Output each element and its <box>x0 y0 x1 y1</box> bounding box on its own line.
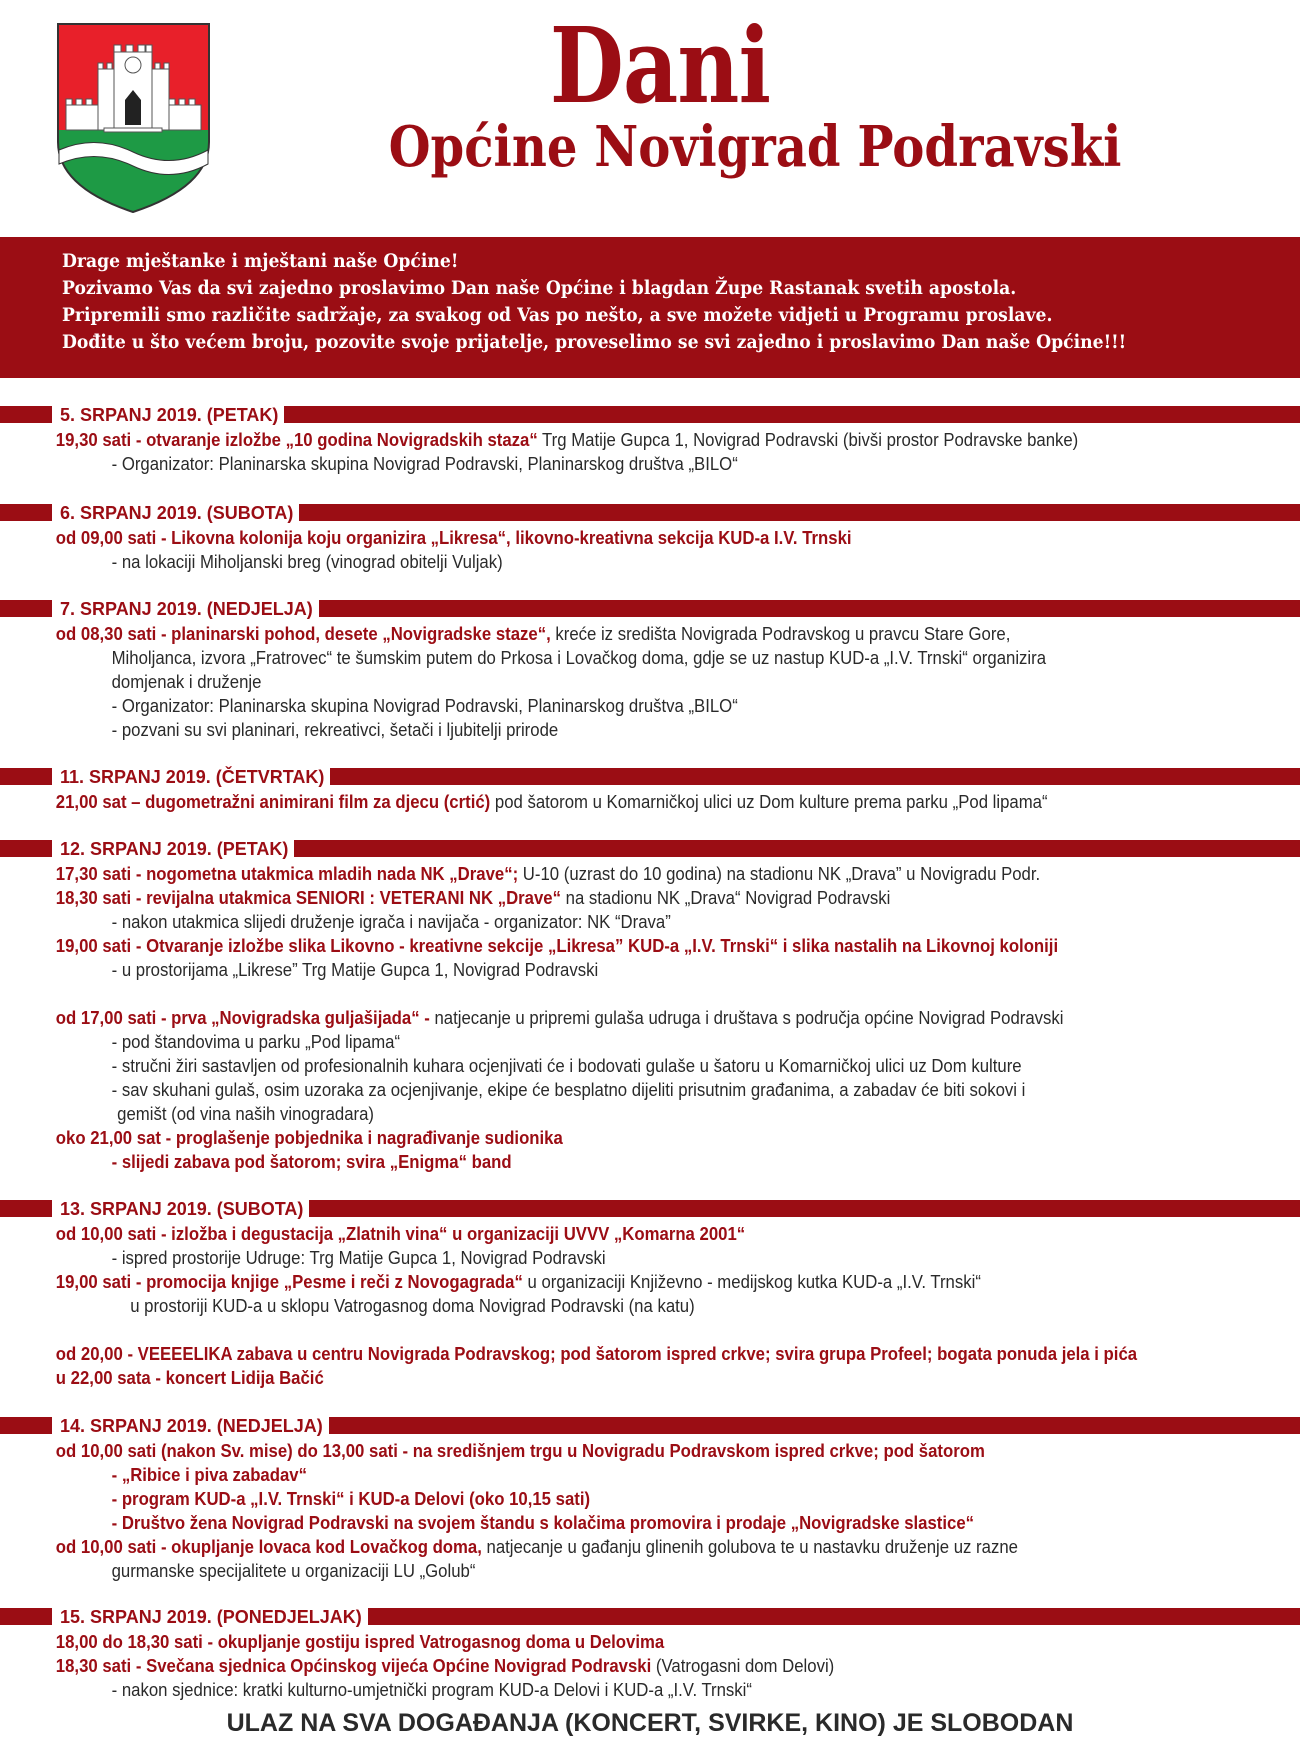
event-line <box>0 1463 1209 1487</box>
intro-line: Dođite u što većem broju, pozovite svoje prijatelje, proveselimo se svi zajedno i proslavimo Dan naše Općine!!! <box>62 331 1127 353</box>
intro-line: Drage mještanke i mještani naše Općine! <box>62 250 459 272</box>
event-highlight: od 17,00 sati - prva „Novigradska guljašijada“ - <box>55 1008 430 1028</box>
event-line <box>0 910 1209 934</box>
event-highlight: od 10,00 sati - izložba i degustacija „Zlatnih vina“ u organizaciji UVVV „Komarna 2001“ <box>55 1224 746 1244</box>
event-text: - Organizator: Planinarska skupina Novigrad Podravski, Planinarskog društva „BILO“ <box>111 696 738 716</box>
day-label: 7. SRPANJ 2019. (NEDJELJA) <box>60 596 319 622</box>
event-highlight: 19,00 sati - Otvaranje izložbe slika Likovno - kreativne sekcije „Likresa” KUD-a „I.V. Trnski“ i slika nastalih na Likovnoj koloniji <box>55 936 1059 956</box>
event-line <box>0 1246 1209 1270</box>
day-bar-left <box>0 1608 52 1625</box>
event-highlight: 18,00 do 18,30 sati - okupljanje gostiju ispred Vatrogasnog doma u Delovima <box>55 1632 665 1652</box>
event-line <box>0 646 1209 670</box>
event-highlight: - Društvo žena Novigrad Podravski na svojem štandu s kolačima promovira i prodaje „Novigradske slastice“ <box>111 1513 975 1533</box>
event-highlight: u 22,00 sata - koncert Lidija Bačić <box>55 1368 324 1388</box>
event-text: natjecanje u pripremi gulaša udruga i društava s područja općine Novigrad Podravski <box>429 1008 1064 1028</box>
day-section <box>0 836 1300 1174</box>
day-label: 11. SRPANJ 2019. (ČETVRTAK) <box>60 764 330 790</box>
event-highlight: od 20,00 - VEEEELIKA zabava u centru Novigrada Podravskog; pod šatorom ispred crkve; svira grupa Profeel; bogata ponuda jela i pića <box>55 1344 1138 1364</box>
event-line <box>0 694 1209 718</box>
day-bar-left <box>0 840 52 857</box>
page-title: Dani <box>549 4 771 127</box>
event-text: - ispred prostorije Udruge: Trg Matije Gupca 1, Novigrad Podravski <box>111 1248 606 1268</box>
event-text: U-10 (uzrast do 10 godina) na stadionu NK „Drava” u Novigradu Podr. <box>518 864 1041 884</box>
event-line <box>0 1535 1209 1559</box>
day-bar-left <box>0 768 52 785</box>
page-subtitle: Općine Novigrad Podravski <box>388 114 1122 180</box>
spacer <box>0 1318 1300 1342</box>
event-line <box>0 1678 1209 1702</box>
day-section <box>0 764 1300 814</box>
day-section <box>0 500 1300 574</box>
day-label: 5. SRPANJ 2019. (PETAK) <box>60 402 284 428</box>
event-text: - nakon utakmica slijedi druženje igrača i navijača - organizator: NK “Drava” <box>111 912 671 932</box>
day-label: 6. SRPANJ 2019. (SUBOTA) <box>60 500 299 526</box>
day-label: 12. SRPANJ 2019. (PETAK) <box>60 836 294 862</box>
event-line <box>0 1006 1209 1030</box>
event-line <box>0 1126 1209 1150</box>
intro-line: Pozivamo Vas da svi zajedno proslavimo Dan naše Općine i blagdan Župe Rastanak svetih apostola. <box>62 277 1017 299</box>
event-text: u organizaciji Književno - medijskog kutka KUD-a „I.V. Trnski“ <box>522 1272 981 1292</box>
event-text: natjecanje u gađanju glinenih golubova te u nastavku druženje uz razne <box>481 1537 1018 1557</box>
event-highlight: 21,00 sat – dugometražni animirani film za djecu (crtić) <box>55 792 491 812</box>
event-highlight: - program KUD-a „I.V. Trnski“ i KUD-a Delovi (oko 10,15 sati) <box>111 1489 591 1509</box>
day-section <box>0 1604 1300 1702</box>
event-text: kreće iz središta Novigrada Podravskog u pravcu Stare Gore, <box>550 624 1011 644</box>
event-line <box>0 1030 1209 1054</box>
event-text: gemišt (od vina naših vinogradara) <box>117 1104 375 1124</box>
event-text: - Organizator: Planinarska skupina Novigrad Podravski, Planinarskog društva „BILO“ <box>111 454 738 474</box>
event-line <box>0 1150 1209 1174</box>
event-highlight: 18,30 sati - revijalna utakmica SENIORI : VETERANI NK „Drave“ <box>55 888 561 908</box>
day-header <box>0 836 1300 862</box>
event-line <box>0 718 1209 742</box>
event-line <box>0 1487 1209 1511</box>
event-line <box>0 622 1209 646</box>
event-text: na stadionu NK „Drava“ Novigrad Podravski <box>560 888 891 908</box>
event-line <box>0 1294 1209 1318</box>
event-text: (Vatrogasni dom Delovi) <box>651 1656 835 1676</box>
event-line <box>0 1054 1209 1078</box>
intro-banner <box>0 237 1300 378</box>
event-text: Miholjanca, izvora „Fratrovec“ te šumskim putem do Prkosa i Lovačkog doma, gdje se uz nastup KUD-a „I.V. Trnski“ organizira <box>111 648 1047 668</box>
event-line <box>0 1102 1209 1126</box>
day-header <box>0 500 1300 526</box>
event-text: - stručni žiri sastavljen od profesionalnih kuhara ocjenjivati će i bodovati gulaše u šatoru u Komarničkoj ulici uz Dom kulture <box>111 1056 1022 1076</box>
day-header <box>0 1604 1300 1630</box>
event-line <box>0 1559 1209 1583</box>
event-highlight: 18,30 sati - Svečana sjednica Općinskog vijeća Općine Novigrad Podravski <box>55 1656 652 1676</box>
day-section <box>0 596 1300 742</box>
intro-line: Pripremili smo različite sadržaje, za svakog od Vas po nešto, a sve možete vidjeti u Programu proslave. <box>62 304 1053 326</box>
event-line <box>0 886 1209 910</box>
day-section <box>0 1413 1300 1583</box>
event-line <box>0 790 1209 814</box>
coat-of-arms-icon <box>56 22 211 214</box>
event-highlight: 19,30 sati - otvaranje izložbe „10 godina Novigradskih staza“ <box>55 430 538 450</box>
spacer <box>0 982 1300 1006</box>
day-bar-left <box>0 406 52 423</box>
event-text: Trg Matije Gupca 1, Novigrad Podravski (bivši prostor Podravske banke) <box>537 430 1079 450</box>
event-line <box>0 452 1209 476</box>
event-highlight: od 08,30 sati - planinarski pohod, desete „Novigradske staze“, <box>55 624 551 644</box>
day-label: 13. SRPANJ 2019. (SUBOTA) <box>60 1196 309 1222</box>
event-line <box>0 862 1209 886</box>
event-text: - sav skuhani gulaš, osim uzoraka za ocjenjivanje, ekipe će besplatno dijeliti prisutnim građanima, a zabadav će biti sokovi i <box>111 1080 1026 1100</box>
event-highlight: od 09,00 sati - Likovna kolonija koju organizira „Likresa“, likovno-kreativna sekcija KUD-a I.V. Trnski <box>55 528 852 548</box>
event-text: - na lokaciji Miholjanski breg (vinograd obitelji Vuljak) <box>111 552 503 572</box>
event-highlight: 19,00 sati - promocija knjige „Pesme i reči z Novogagrada“ <box>55 1272 523 1292</box>
event-line <box>0 1078 1209 1102</box>
event-text: gurmanske specijalitete u organizaciji LU „Golub“ <box>111 1561 476 1581</box>
event-line <box>0 1222 1209 1246</box>
free-entry-notice: ULAZ NA SVA DOGAĐANJA (KONCERT, SVIRKE, KINO) JE SLOBODAN <box>226 1709 1074 1737</box>
day-header <box>0 402 1300 428</box>
event-line <box>0 428 1209 452</box>
event-highlight: 17,30 sati - nogometna utakmica mladih nada NK „Drave“; <box>55 864 519 884</box>
day-section <box>0 1196 1300 1390</box>
day-header <box>0 596 1300 622</box>
event-line <box>0 1366 1209 1390</box>
day-label: 15. SRPANJ 2019. (PONEDJELJAK) <box>60 1604 368 1630</box>
event-text: - nakon sjednice: kratki kulturno-umjetnički program KUD-a Delovi i KUD-a „I.V. Trnski“ <box>111 1680 752 1700</box>
day-bar-left <box>0 600 52 617</box>
event-line <box>0 934 1209 958</box>
event-line <box>0 1270 1209 1294</box>
day-bar-left <box>0 1417 52 1434</box>
day-header <box>0 1196 1300 1222</box>
day-section <box>0 402 1300 476</box>
day-bar-left <box>0 1200 52 1217</box>
day-bar-left <box>0 504 52 521</box>
day-header <box>0 1413 1300 1439</box>
event-line <box>0 1439 1209 1463</box>
event-highlight: oko 21,00 sat - proglašenje pobjednika i nagrađivanje sudionika <box>55 1128 563 1148</box>
event-line <box>0 958 1209 982</box>
event-highlight: - „Ribice i piva zabadav“ <box>111 1465 307 1485</box>
event-line <box>0 670 1209 694</box>
event-text: pod šatorom u Komarničkoj ulici uz Dom kulture prema parku „Pod lipama“ <box>490 792 1048 812</box>
event-highlight: od 10,00 sati - okupljanje lovaca kod Lovačkog doma, <box>55 1537 482 1557</box>
event-text: - pozvani su svi planinari, rekreativci, šetači i ljubitelji prirode <box>111 720 559 740</box>
day-header <box>0 764 1300 790</box>
day-label: 14. SRPANJ 2019. (NEDJELJA) <box>60 1413 329 1439</box>
event-line <box>0 1654 1209 1678</box>
event-text: u prostoriji KUD-a u sklopu Vatrogasnog doma Novigrad Podravski (na katu) <box>130 1296 695 1316</box>
event-text: domjenak i druženje <box>111 672 262 692</box>
event-highlight: od 10,00 sati (nakon Sv. mise) do 13,00 sati - na središnjem trgu u Novigradu Podravskom ispred crkve; pod šatorom <box>55 1441 985 1461</box>
event-line <box>0 1511 1209 1535</box>
event-line <box>0 1342 1209 1366</box>
event-highlight: - slijedi zabava pod šatorom; svira „Enigma“ band <box>111 1152 512 1172</box>
event-line <box>0 526 1209 550</box>
event-text: - u prostorijama „Likrese” Trg Matije Gupca 1, Novigrad Podravski <box>111 960 599 980</box>
event-line <box>0 1630 1209 1654</box>
event-text: - pod štandovima u parku „Pod lipama“ <box>111 1032 401 1052</box>
event-line <box>0 550 1209 574</box>
